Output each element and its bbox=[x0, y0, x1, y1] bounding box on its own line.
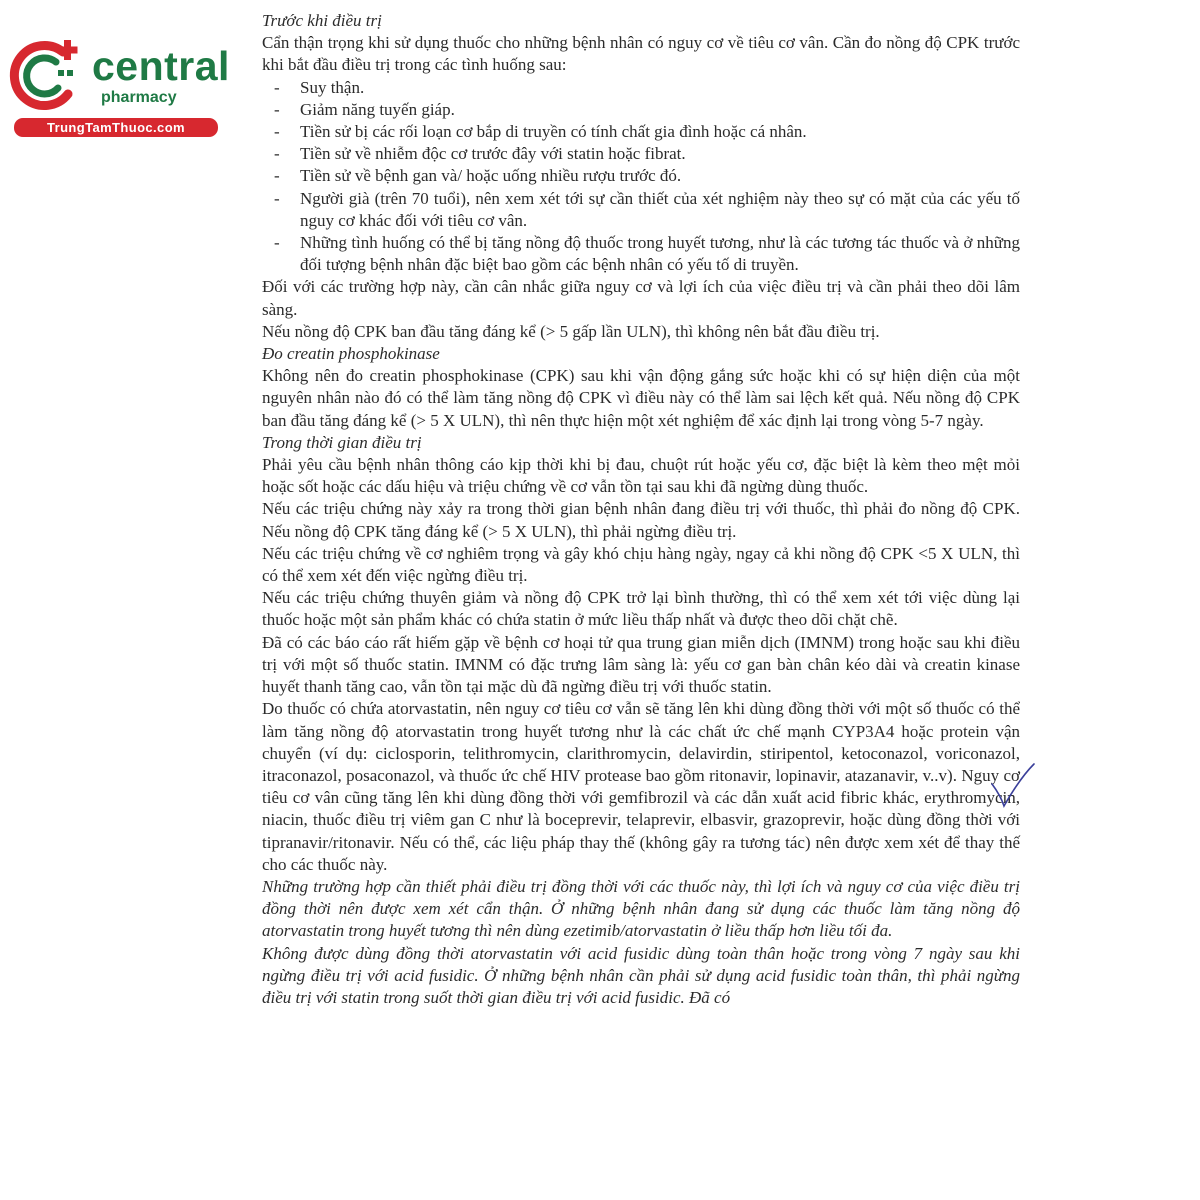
list-item: - Những tình huống có thể bị tăng nồng độ thuốc trong huyết tương, như là các tương tác thuốc và ở những đối tượng bệnh nhân đặc biệt bao gồm các bệnh nhân có yếu tố di truyền. bbox=[262, 232, 1020, 276]
paragraph: Đối với các trường hợp này, cần cân nhắc giữa nguy cơ và lợi ích của việc điều trị và cần phải theo dõi lâm sàng. bbox=[262, 277, 1020, 319]
brand-subtitle: pharmacy bbox=[101, 89, 177, 106]
heading-before-treatment: Trước khi điều trị bbox=[262, 11, 382, 30]
list-item: - Tiền sử bị các rối loạn cơ bắp di truyền có tính chất gia đình hoặc cá nhân. bbox=[262, 121, 1020, 143]
list-item: - Người già (trên 70 tuổi), nên xem xét tới sự cần thiết của xét nghiệm này theo sự có mặt của các yếu tố nguy cơ khác đối với tiêu cơ vân. bbox=[262, 188, 1020, 232]
paragraph: Cẩn thận trọng khi sử dụng thuốc cho những bệnh nhân có nguy cơ về tiêu cơ vân. Cần đo nồng độ CPK trước khi bắt đầu điều trị trong các tình huống sau: bbox=[262, 33, 1020, 75]
paragraph-italic: Không được dùng đồng thời atorvastatin với acid fusidic dùng toàn thân hoặc trong vòng 7 ngày sau khi ngừng điều trị với acid fusidic. Ở những bệnh nhân cần phải sử dụng acid fusidic toàn thân, thì phải ngừng điều trị với statin trong suốt thời gian điều trị với acid fusidic. Đã có bbox=[262, 943, 1020, 1007]
paragraph: Nếu nồng độ CPK ban đầu tăng đáng kể (> 5 gấp lần ULN), thì không nên bắt đầu điều trị. bbox=[262, 321, 880, 341]
paragraph-italic: Những trường hợp cần thiết phải điều trị đồng thời với các thuốc này, thì lợi ích và nguy cơ của việc điều trị đồng thời nên được xem xét cẩn thận. Ở những bệnh nhân đang sử dụng các thuốc làm tăng nồng độ atorvastatin trong huyết tương thì nên dùng ezetimib/atorvastatin ở liều thấp hơn liều tối đa. bbox=[262, 876, 1020, 941]
paragraph: Phải yêu cầu bệnh nhân thông cáo kịp thời khi bị đau, chuột rút hoặc yếu cơ, đặc biệt là kèm theo mệt mỏi hoặc sốt hoặc các dấu hiệu và triệu chứng về cơ vẫn tồn tại sau khi đã ngừng dùng thuốc. bbox=[262, 455, 1020, 497]
list-item: - Tiền sử về bệnh gan và/ hoặc uống nhiều rượu trước đó. bbox=[262, 165, 1020, 187]
document-page bbox=[262, 10, 1020, 1009]
list-item: - Tiền sử về nhiễm độc cơ trước đây với statin hoặc fibrat. bbox=[262, 143, 1020, 165]
paragraph: Không nên đo creatin phosphokinase (CPK) sau khi vận động gắng sức hoặc khi có sự hiện diện của một nguyên nhân nào đó có thể làm tăng nồng độ CPK vì điều này có thể làm sai lệch kết quả. Nếu nồng độ CPK ban đầu tăng đáng kể (> 5 X ULN), thì nên thực hiện một xét nghiệm để xác định lại trong vòng 5-7 ngày. bbox=[262, 366, 1020, 430]
paragraph: Nếu các triệu chứng về cơ nghiêm trọng và gây khó chịu hàng ngày, ngay cả khi nồng độ CPK <5 X ULN, thì có thể xem xét đến việc ngừng điều trị. bbox=[262, 543, 1020, 586]
list-item: - Giảm năng tuyến giáp. bbox=[262, 99, 1020, 121]
paragraph: Đã có các báo cáo rất hiếm gặp về bệnh cơ hoại tử qua trung gian miễn dịch (IMNM) trong hoặc sau khi điều trị với một số thuốc statin. IMNM có đặc trưng lâm sàng là: yếu cơ gan bàn chân kéo dài và creatin kinase huyết thanh tăng cao, vẫn tồn tại mặc dù đã ngừng điều trị với thuốc statin. bbox=[262, 632, 1020, 697]
paragraph: Nếu các triệu chứng thuyên giảm và nồng độ CPK trở lại bình thường, thì có thể xem xét tới việc dùng lại thuốc hoặc một sản phẩm khác có chứa statin ở mức liều thấp nhất và được theo dõi chặt chẽ. bbox=[262, 588, 1020, 630]
paragraph: Nếu các triệu chứng này xảy ra trong thời gian bệnh nhân đang điều trị với thuốc, thì phải đo nồng độ CPK. Nếu nồng độ CPK tăng đáng kể (> 5 X ULN), thì phải ngừng điều trị. bbox=[262, 499, 1020, 541]
heading-cpk-measurement: Đo creatin phosphokinase bbox=[262, 344, 440, 364]
list-item: - Suy thận. bbox=[262, 77, 1020, 99]
brand-name: central bbox=[92, 43, 230, 89]
handwritten-check-mark-icon bbox=[984, 762, 1038, 810]
heading-during-treatment: Trong thời gian điều trị bbox=[262, 432, 422, 452]
brand-logo bbox=[8, 36, 230, 136]
website-banner: TrungTamThuoc.com bbox=[14, 118, 218, 137]
risk-list bbox=[262, 77, 1020, 277]
pharmacy-logo-icon bbox=[8, 36, 86, 118]
paragraph: Do thuốc có chứa atorvastatin, nên nguy cơ tiêu cơ vẫn sẽ tăng lên khi dùng đồng thời với một số thuốc có thể làm tăng nồng độ atorvastatin trong huyết tương như là các chất ức chế mạnh CYP3A4 hoặc protein vận chuyển (ví dụ: ciclosporin, telithromycin, clarithromycin, delavirdin, stiripentol, ketoconazol, voriconazol, itraconazol, posaconazol, và thuốc ức chế HIV protease bao gồm ritonavir, lopinavir, atazanavir, v..v). Nguy cơ tiêu cơ vân cũng tăng lên khi dùng đồng thời với gemfibrozil và các dẫn xuất acid fibric khác, erythromycin, niacin, thuốc điều trị viêm gan C như là boceprevir, telaprevir, elbasvir, grazoprevir, hoặc dùng đồng thời với tipranavir/ritonavir. Nếu có thể, các liệu pháp thay thế (không gây ra tương tác) nên được xem xét để thay thế cho các thuốc này. bbox=[262, 699, 1020, 874]
